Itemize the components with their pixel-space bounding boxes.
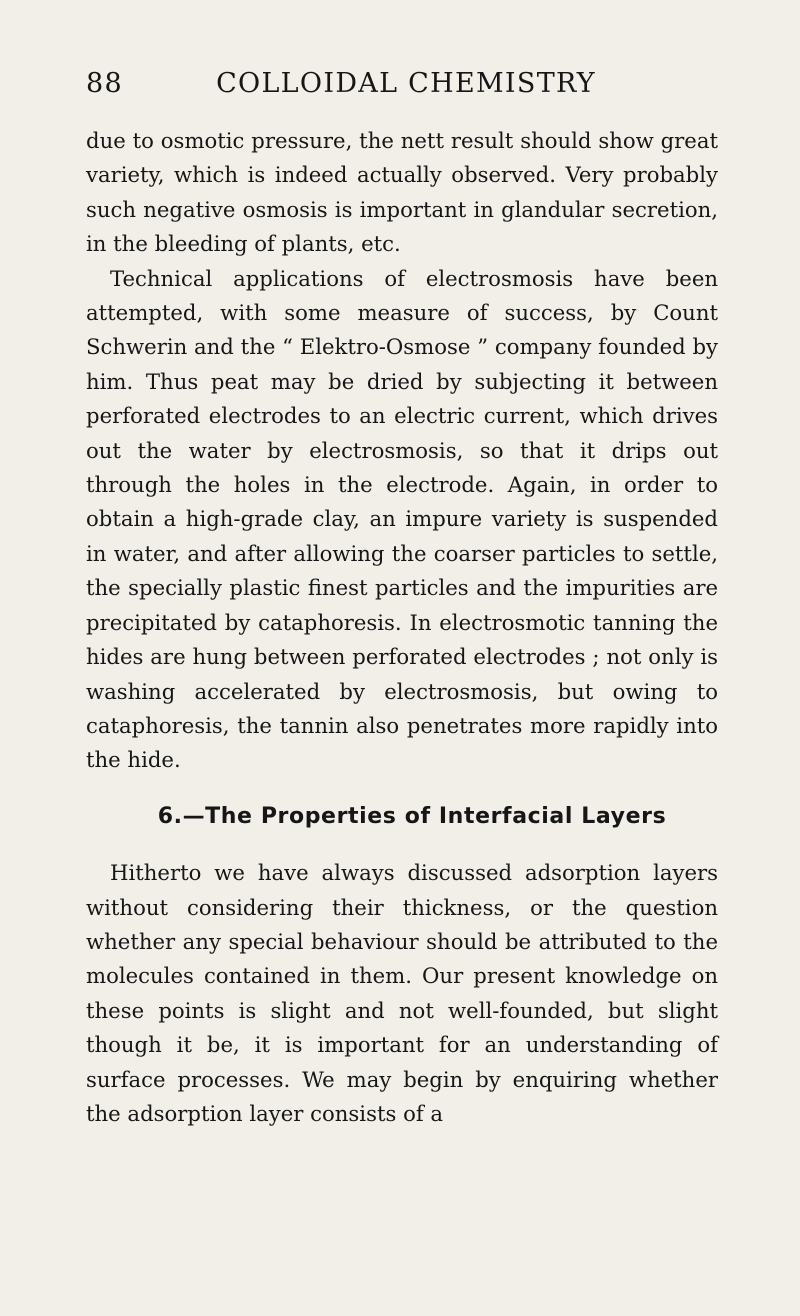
running-head [86,68,718,108]
paragraph-electrosmosis-applications: Technical applications of electrosmosis have been attempted, with some measure of success, by Count Schwerin and the “ Elektro-Osmose ” company founded by him. Thus peat may be dried by subjecting it between perforated electrodes to an electric current, which drives out the water by electrosmosis, so that it drips out through the holes in the electrode. Again, in order to obtain a high-grade clay, an impure variety is suspended in water, and after allowing the coarser particles to settle, the specially plastic finest particles and the impurities are precipitated by cataphoresis. In electrosmotic tanning the hides are hung between perforated electrodes ; not only is washing accelerated by electrosmosis, but owing to cataphoresis, the tannin also penetrates more rapidly into the hide. [86,265,718,773]
paragraph-continued: due to osmotic pressure, the nett result should show great variety, which is indeed actually observed. Very probably such negative osmosis is important in glandular secretion, in the bleeding of plants, etc. [86,128,718,257]
section-heading: 6.—The Properties of Interfacial Layers [157,803,667,829]
page-number: 88 [86,68,123,99]
body-text [86,124,718,1131]
running-title: COLLOIDAL CHEMISTRY [216,68,596,99]
paragraph-interfacial-layers: Hitherto we have always discussed adsorption layers without considering their thickness, or the question whether any special behaviour should be attributed to the molecules contained in them. Our present knowledge on these points is slight and not well-founded, but slight though it be, it is important for an understanding of surface processes. We may begin by enquiring whether the adsorption layer consists of a [86,860,718,1126]
